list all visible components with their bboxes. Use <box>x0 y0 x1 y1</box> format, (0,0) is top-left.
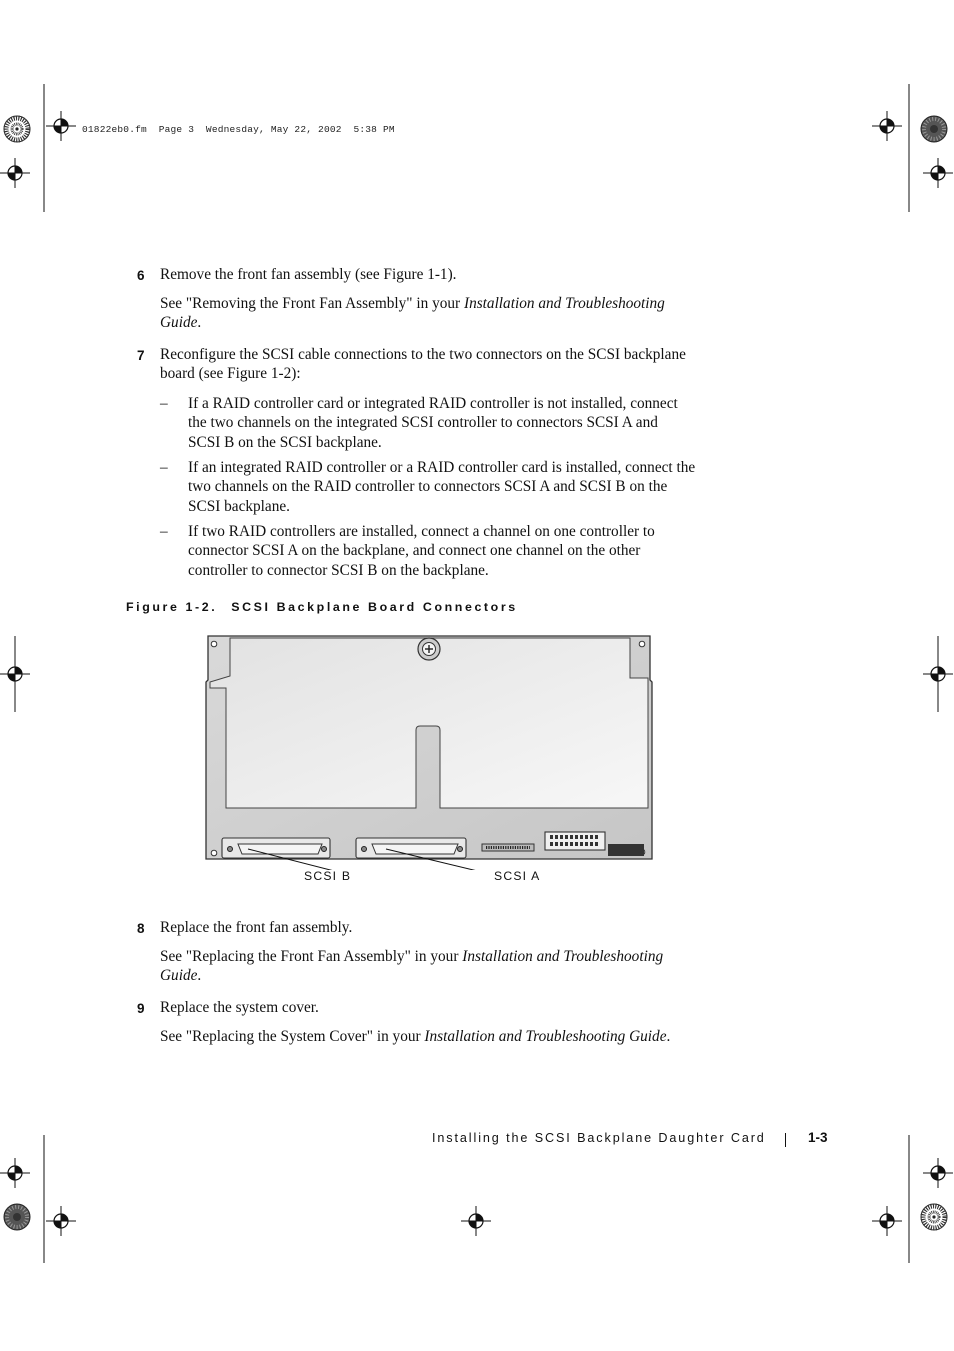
step-text: Remove the front fan assembly (see Figure 1-1). <box>160 266 457 283</box>
bullet-item: If two RAID controllers are installed, connect a channel on one controller to connector SCSI A on the backplane, and connect one channel on the other controller to connector SCSI B on the backplane. <box>188 523 655 579</box>
file-stamp: 01822eb0.fm Page 3 Wednesday, May 22, 2002 5:38 PM <box>82 124 395 135</box>
figure-caption <box>126 600 518 614</box>
step-note: See "Removing the Front Fan Assembly" in your Installation and Troubleshooting Guide. <box>160 295 665 332</box>
footer-chapter-title: Installing the SCSI Backplane Daughter Card <box>432 1131 766 1145</box>
callout-scsi-b: SCSI B <box>304 869 352 883</box>
step-text: Replace the front fan assembly. <box>160 919 353 936</box>
step-number: 8 <box>137 921 145 936</box>
bullet-dash: – <box>160 395 168 412</box>
scsi-backplane-illustration <box>200 630 660 870</box>
step-number: 9 <box>137 1001 145 1016</box>
callout-scsi-a: SCSI A <box>494 869 541 883</box>
footer-divider <box>785 1133 786 1147</box>
step-number: 6 <box>137 268 145 283</box>
page-number: 1-3 <box>808 1130 828 1145</box>
bullet-dash: – <box>160 459 168 476</box>
step-text: Replace the system cover. <box>160 999 319 1016</box>
figure-title: SCSI Backplane Board Connectors <box>231 600 518 614</box>
step-note: See "Replacing the Front Fan Assembly" in your Installation and Troubleshooting Guide. <box>160 948 664 985</box>
step-text: Reconfigure the SCSI cable connections to the two connectors on the SCSI backplane board (see Figure 1-2): <box>160 346 686 383</box>
step-note: See "Replacing the System Cover" in your Installation and Troubleshooting Guide. <box>160 1028 671 1045</box>
bullet-item: If a RAID controller card or integrated RAID controller is not installed, connect the two channels on the integrated SCSI controller to connectors SCSI A and SCSI B on the SCSI backplane. <box>188 395 678 451</box>
bullet-item: If an integrated RAID controller or a RAID controller card is installed, connect the two channels on the RAID controller to connectors SCSI A and SCSI B on the SCSI backplane. <box>188 459 696 515</box>
bullet-dash: – <box>160 523 168 540</box>
step-number: 7 <box>137 348 145 363</box>
figure-label: Figure 1-2. <box>126 600 218 614</box>
